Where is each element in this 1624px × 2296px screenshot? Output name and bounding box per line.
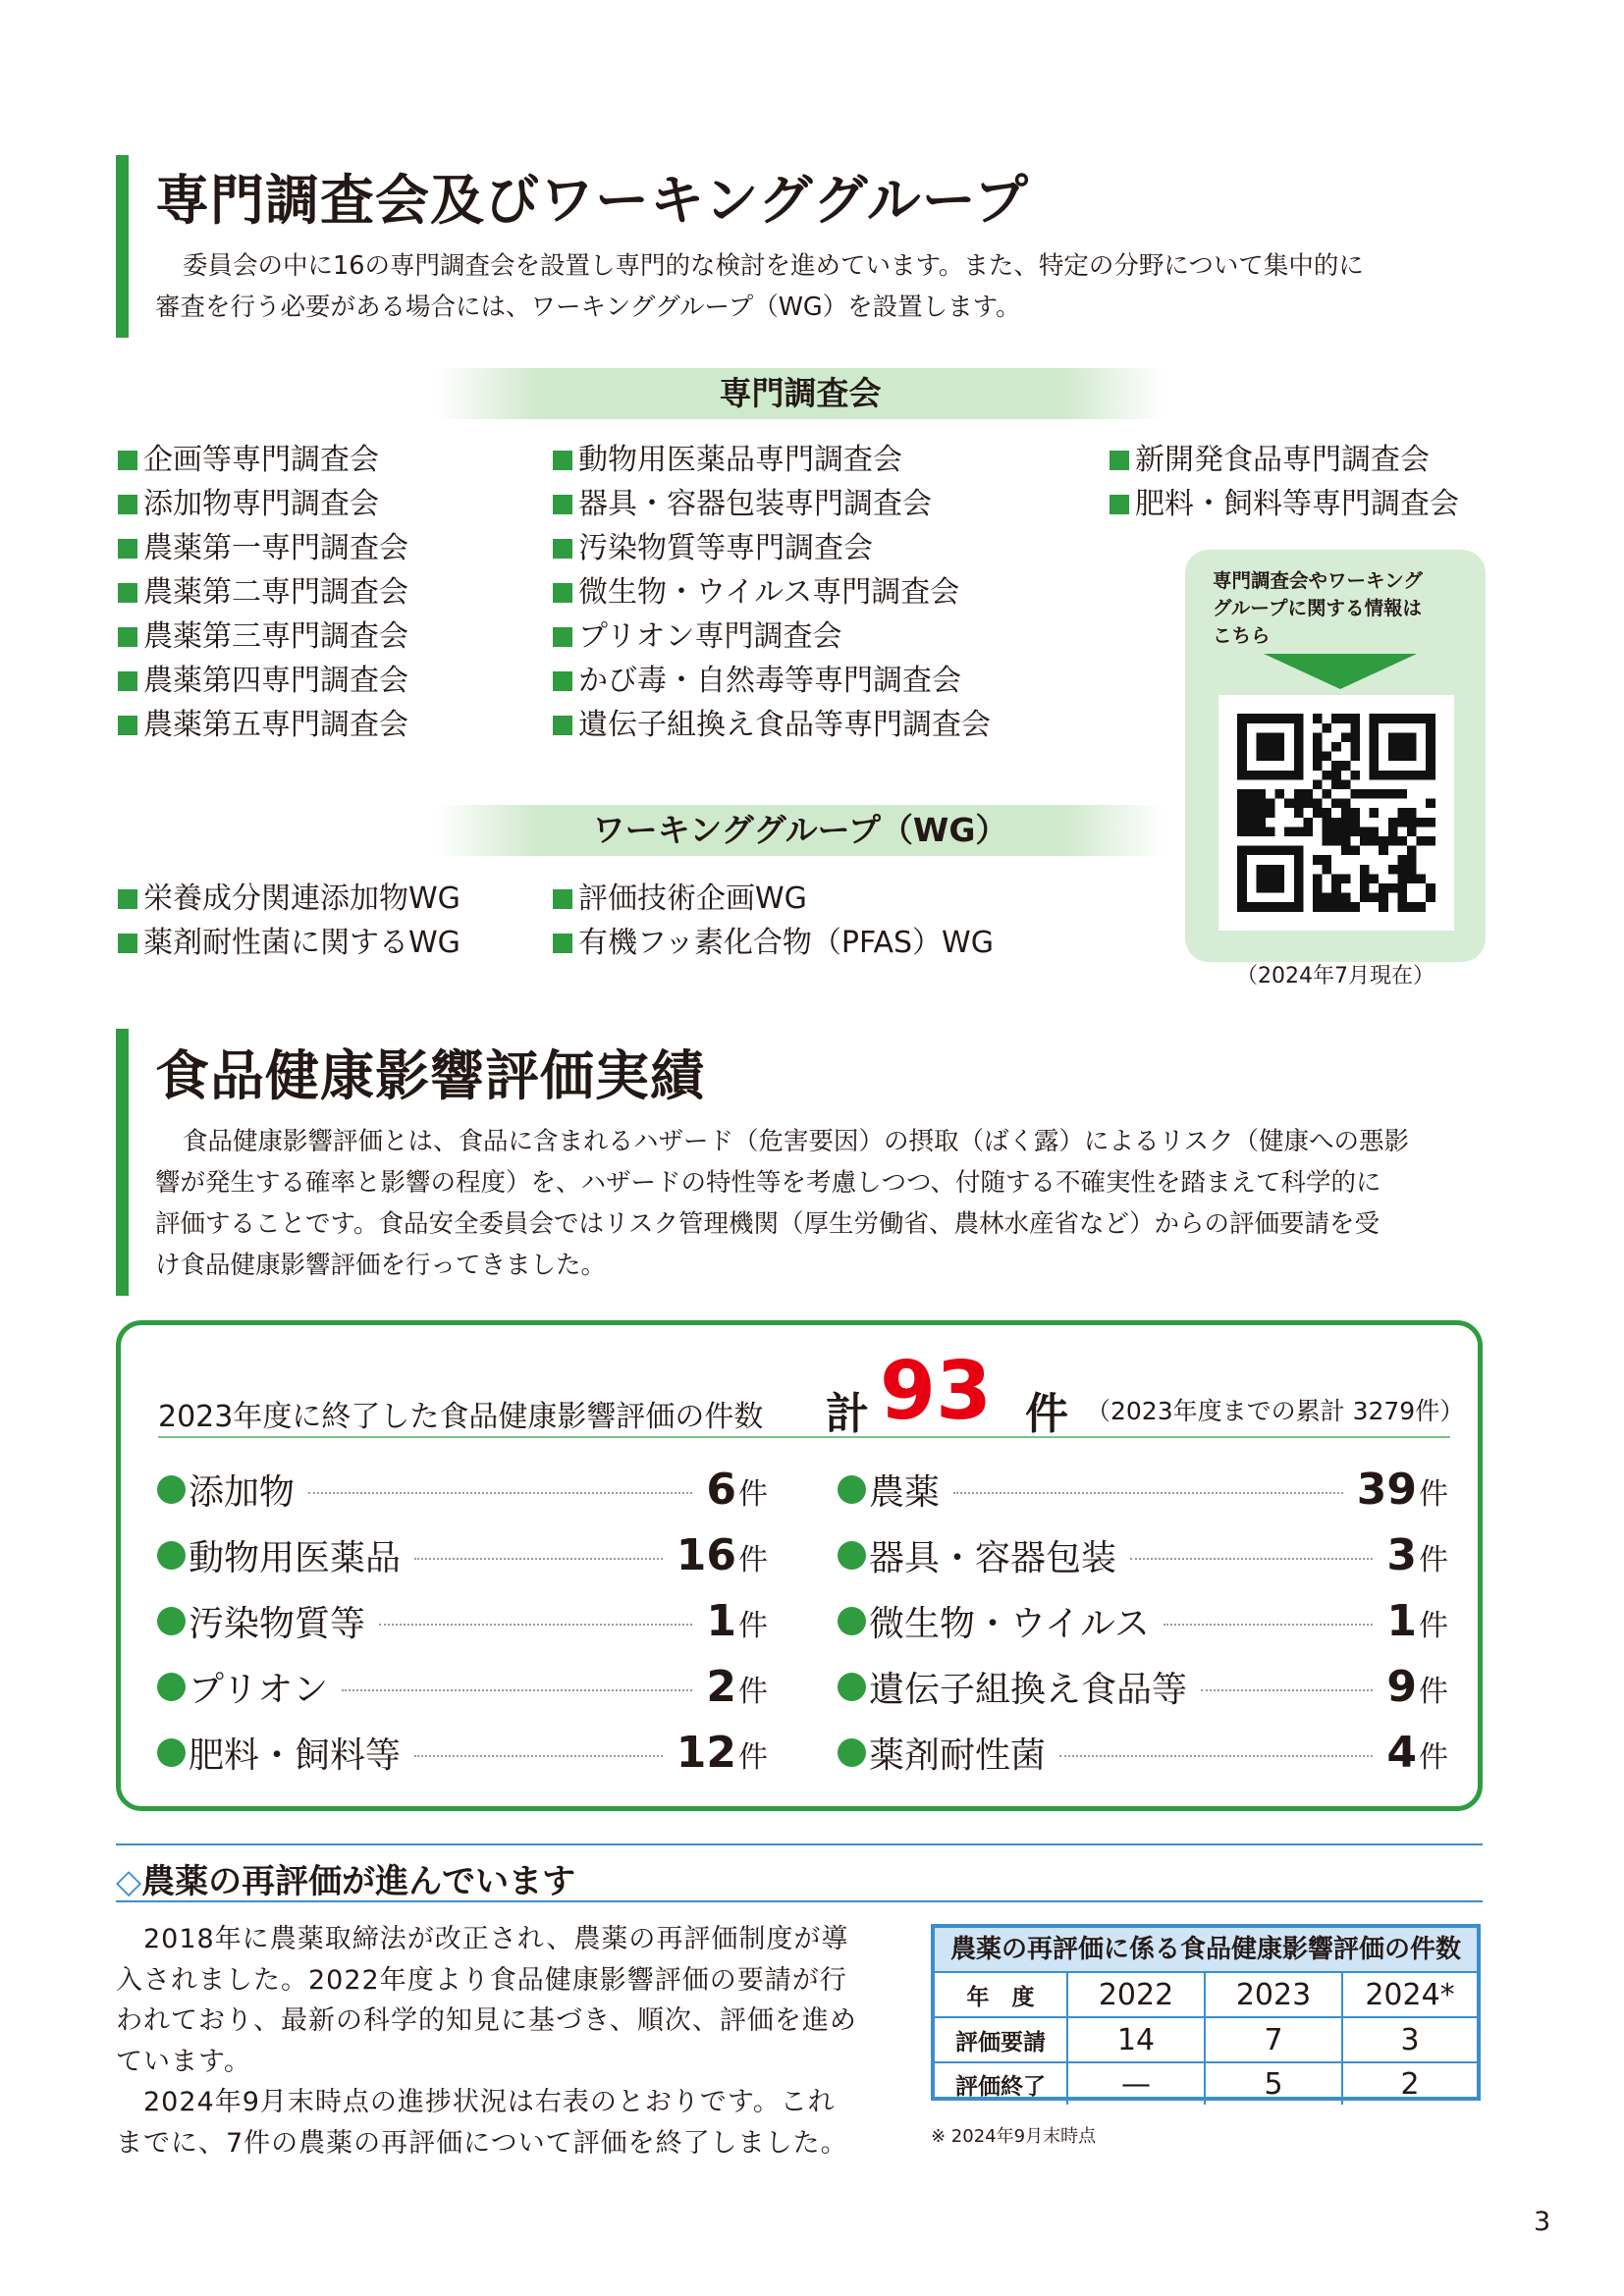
result-name: プリオン: [189, 1670, 329, 1710]
section2-intro-line: け食品健康影響評価を行ってきました。: [155, 1251, 607, 1280]
section1-accent-bar: [116, 155, 129, 338]
square-bullet-icon: [118, 539, 137, 559]
wg-list-1: [118, 877, 460, 965]
square-bullet-icon: [118, 583, 137, 603]
result-item: [838, 1588, 1448, 1654]
results-total-unit: 件: [1025, 1389, 1068, 1439]
committees-list-2: [553, 438, 991, 747]
qr-info-box: [1185, 550, 1486, 962]
result-count: [692, 1596, 768, 1646]
committee-item: [118, 482, 408, 526]
result-item: [838, 1654, 1448, 1720]
table-cell: 3: [1400, 2022, 1420, 2057]
committee-name: 添加物専門調査会: [143, 487, 379, 521]
square-bullet-icon: [553, 889, 572, 909]
result-count: [692, 1662, 768, 1712]
qr-code-icon[interactable]: [1218, 695, 1454, 931]
section2-title: 食品健康影響評価実績: [155, 1044, 706, 1107]
circle-bullet-icon: [157, 1607, 186, 1635]
table-row-label: 評価要請: [935, 2018, 1068, 2061]
result-count-value: 12: [676, 1728, 736, 1778]
result-unit: 件: [738, 1477, 768, 1512]
square-bullet-icon: [553, 716, 572, 735]
table-row: [935, 2018, 1477, 2063]
qr-caption: [1213, 567, 1468, 650]
committee-item: [118, 438, 408, 482]
result-unit: 件: [1419, 1543, 1448, 1577]
result-name: 肥料・飼料等: [189, 1735, 402, 1776]
committee-item: [118, 703, 408, 747]
result-item: [157, 1654, 768, 1720]
wg-list-2: [553, 877, 994, 965]
result-count-value: 4: [1386, 1728, 1417, 1778]
dotted-leader: [1201, 1689, 1373, 1691]
committee-name: 農薬第四専門調査会: [143, 664, 408, 698]
qr-date-note: （2024年7月現在）: [1236, 964, 1435, 988]
committee-item: [553, 482, 991, 526]
table-cell: 7: [1206, 2018, 1343, 2061]
square-bullet-icon: [553, 671, 572, 691]
table-header-cell: 2022: [1068, 1973, 1206, 2016]
result-count-value: 2: [706, 1662, 736, 1712]
wg-name: 評価技術企画WG: [578, 881, 807, 916]
square-bullet-icon: [118, 671, 137, 691]
circle-bullet-icon: [838, 1607, 866, 1635]
section1-intro-line: 審査を行う必要がある場合には、ワーキンググループ（WG）を設置します。: [155, 293, 1021, 322]
circle-bullet-icon: [838, 1541, 866, 1570]
committees-heading: 専門調査会: [437, 368, 1164, 419]
result-item: [157, 1588, 768, 1654]
result-item: [838, 1457, 1448, 1522]
results-divider: [158, 1436, 1450, 1438]
section1-intro: [155, 245, 1481, 328]
square-bullet-icon: [118, 495, 137, 514]
pesticide-body-line: までに、7件の農薬の再評価について評価を終了しました。: [116, 2127, 848, 2159]
dotted-leader: [379, 1624, 692, 1626]
dotted-leader: [414, 1755, 663, 1757]
pesticide-body-line: 2024年9月末時点の進捗状況は右表のとおりです。これ: [116, 2087, 836, 2117]
result-name: 汚染物質等: [189, 1604, 366, 1644]
table-header-cell: 2023: [1206, 1973, 1343, 2016]
result-name: 動物用医薬品: [189, 1538, 402, 1578]
result-count: [663, 1530, 768, 1580]
result-count: [1373, 1596, 1448, 1646]
square-bullet-icon: [553, 583, 572, 603]
committee-item: [553, 526, 991, 570]
committee-item: [553, 614, 991, 659]
section1-title: 専門調査会及びワーキンググループ: [155, 169, 1029, 232]
result-name: 器具・容器包装: [869, 1538, 1117, 1578]
pesticide-title: [116, 1854, 575, 1902]
committee-name: 器具・容器包装専門調査会: [578, 487, 932, 521]
pesticide-body-line: われており、最新の科学的知見に基づき、順次、評価を進め: [116, 2005, 857, 2036]
result-count-value: 6: [706, 1465, 736, 1515]
results-cumulative: （2023年度までの累計 3279件）: [1086, 1397, 1465, 1425]
committee-name: かび毒・自然毒等専門調査会: [578, 664, 961, 698]
result-name: 農薬: [869, 1472, 941, 1513]
committee-item: [553, 438, 991, 482]
result-count: [692, 1465, 768, 1515]
committee-name: 肥料・飼料等専門調査会: [1135, 487, 1459, 521]
pesticide-bottom-rule: [116, 1900, 1483, 1902]
diamond-outline-icon: ◇: [116, 1862, 142, 1901]
circle-bullet-icon: [157, 1673, 186, 1701]
result-unit: 件: [1419, 1609, 1448, 1643]
committee-item: [1110, 438, 1459, 482]
results-box: [116, 1320, 1483, 1811]
result-item: [838, 1720, 1448, 1786]
square-bullet-icon: [1110, 451, 1129, 470]
dotted-leader: [1164, 1624, 1374, 1626]
square-bullet-icon: [553, 934, 572, 953]
result-unit: 件: [738, 1543, 768, 1577]
section1-intro-line: 委員会の中に16の専門調査会を設置し専門的な検討を進めています。また、特定の分野について集中的に: [183, 251, 1364, 281]
result-item: [157, 1522, 768, 1588]
square-bullet-icon: [553, 495, 572, 514]
section2-intro-line: 評価することです。食品安全委員会ではリスク管理機関（厚生労働省、農林水産省など）からの評価要請を受: [155, 1209, 1380, 1239]
result-count-value: 3: [1386, 1530, 1417, 1580]
section2-intro-line: 響が発生する確率と影響の程度）を、ハザードの特性等を考慮しつつ、付随する不確実性を踏まえて科学的に: [155, 1168, 1381, 1198]
pesticide-body-line: 2018年に農薬取締法が改正され、農薬の再評価制度が導: [116, 1924, 849, 1954]
table-row-label: 評価終了: [935, 2063, 1068, 2105]
circle-bullet-icon: [838, 1738, 866, 1767]
committee-item: [1110, 482, 1459, 526]
arrow-down-icon: [1264, 654, 1417, 689]
committee-name: 農薬第一専門調査会: [143, 531, 408, 565]
result-unit: 件: [738, 1740, 768, 1775]
wg-item: [553, 877, 994, 921]
qr-caption-line: こちら: [1213, 624, 1271, 647]
committee-name: 企画等専門調査会: [143, 443, 379, 477]
square-bullet-icon: [553, 451, 572, 470]
result-count-value: 16: [676, 1530, 736, 1580]
committee-item: [553, 659, 991, 703]
square-bullet-icon: [1110, 495, 1129, 514]
results-right-column: [838, 1457, 1448, 1786]
table-header-cell: 年 度: [935, 1973, 1068, 2016]
wg-item: [118, 877, 460, 921]
qr-caption-line: 専門調査会やワーキング: [1213, 569, 1423, 592]
wg-name: 薬剤耐性菌に関するWG: [143, 926, 460, 960]
circle-bullet-icon: [838, 1475, 866, 1504]
dotted-leader: [308, 1492, 692, 1494]
result-name: 遺伝子組換え食品等: [869, 1670, 1188, 1710]
dotted-leader: [1130, 1558, 1373, 1560]
dotted-leader: [1059, 1755, 1373, 1757]
square-bullet-icon: [118, 716, 137, 735]
result-item: [157, 1457, 768, 1522]
pesticide-top-rule: [116, 1843, 1483, 1845]
pesticide-body-line: ています。: [116, 2046, 251, 2077]
wg-item: [118, 921, 460, 965]
qr-caption-line: グループに関する情報は: [1213, 597, 1422, 619]
wg-heading: ワーキンググループ（WG）: [437, 805, 1164, 856]
committee-name: 遺伝子組換え食品等専門調査会: [578, 708, 991, 742]
result-unit: 件: [1419, 1740, 1448, 1775]
circle-bullet-icon: [157, 1541, 186, 1570]
committee-item: [553, 703, 991, 747]
committee-name: 農薬第三専門調査会: [143, 619, 408, 654]
page-number: 3: [1534, 2207, 1551, 2237]
wg-item: [553, 921, 994, 965]
qr-code-graphic: [1218, 695, 1454, 931]
result-name: 微生物・ウイルス: [869, 1604, 1150, 1644]
result-count: [1373, 1728, 1448, 1778]
result-count: [1343, 1465, 1448, 1515]
table-cell: 5: [1206, 2063, 1343, 2105]
result-unit: 件: [1419, 1675, 1448, 1709]
section2-intro-line: 食品健康影響評価とは、食品に含まれるハザード（危害要因）の摂取（ばく露）によるリスク（健康への悪影: [183, 1127, 1409, 1156]
section2-intro: [155, 1121, 1481, 1286]
result-item: [838, 1522, 1448, 1588]
square-bullet-icon: [553, 539, 572, 559]
table-cell: —: [1068, 2063, 1206, 2105]
results-total-prefix: 計: [826, 1389, 869, 1439]
dotted-leader: [414, 1558, 663, 1560]
committee-name: 動物用医薬品専門調査会: [578, 443, 902, 477]
committee-name: 新開発食品専門調査会: [1135, 443, 1430, 477]
results-left-column: [157, 1457, 768, 1786]
result-count: [1373, 1662, 1448, 1712]
results-header: [158, 1345, 1465, 1439]
committee-name: 汚染物質等専門調査会: [578, 531, 873, 565]
results-total-number: 93: [880, 1345, 993, 1438]
wg-name: 有機フッ素化合物（PFAS）WG: [578, 926, 994, 960]
circle-bullet-icon: [157, 1738, 186, 1767]
square-bullet-icon: [118, 934, 137, 953]
table-title: 農薬の再評価に係る食品健康影響評価の件数: [935, 1928, 1477, 1973]
circle-bullet-icon: [157, 1475, 186, 1504]
results-label: 2023年度に終了した食品健康影響評価の件数: [158, 1400, 764, 1434]
committee-item: [553, 570, 991, 614]
committees-list-1: [118, 438, 408, 747]
square-bullet-icon: [118, 451, 137, 470]
table-cell: 14: [1068, 2018, 1206, 2061]
result-count: [1373, 1530, 1448, 1580]
pesticide-body-line: 入されました。2022年度より食品健康影響評価の要請が行: [116, 1964, 847, 1996]
section2-accent-bar: [116, 1029, 129, 1296]
table-cell: 2: [1400, 2066, 1420, 2102]
result-unit: 件: [738, 1609, 768, 1643]
dotted-leader: [953, 1492, 1343, 1494]
table-header-row: [935, 1973, 1477, 2018]
result-count-value: 9: [1386, 1662, 1417, 1712]
result-name: 薬剤耐性菌: [869, 1735, 1047, 1776]
result-unit: 件: [1419, 1477, 1448, 1512]
committee-item: [118, 614, 408, 659]
table-footnote: ※ 2024年9月末時点: [931, 2126, 1097, 2147]
pesticide-body: [116, 1919, 901, 2163]
table-row: [935, 2063, 1477, 2105]
committee-name: 微生物・ウイルス専門調査会: [578, 575, 960, 610]
committee-item: [118, 659, 408, 703]
reevaluation-table: [931, 1924, 1481, 2101]
square-bullet-icon: [118, 627, 137, 647]
dotted-leader: [342, 1689, 692, 1691]
square-bullet-icon: [553, 627, 572, 647]
result-item: [157, 1720, 768, 1786]
committee-name: プリオン専門調査会: [578, 619, 842, 654]
result-unit: 件: [738, 1675, 768, 1709]
square-bullet-icon: [118, 889, 137, 909]
committee-item: [118, 570, 408, 614]
result-name: 添加物: [189, 1472, 296, 1513]
committee-name: 農薬第五専門調査会: [143, 708, 408, 742]
wg-name: 栄養成分関連添加物WG: [143, 881, 460, 916]
table-header-cell: 2024*: [1365, 1977, 1455, 2012]
committee-name: 農薬第二専門調査会: [143, 575, 408, 610]
result-count-value: 1: [706, 1596, 736, 1646]
result-count-value: 1: [1386, 1596, 1417, 1646]
circle-bullet-icon: [838, 1673, 866, 1701]
result-count-value: 39: [1356, 1465, 1417, 1515]
committee-item: [118, 526, 408, 570]
pesticide-title-text: 農薬の再評価が進んでいます: [141, 1862, 576, 1901]
result-count: [663, 1728, 768, 1778]
committees-list-3: [1110, 438, 1459, 526]
